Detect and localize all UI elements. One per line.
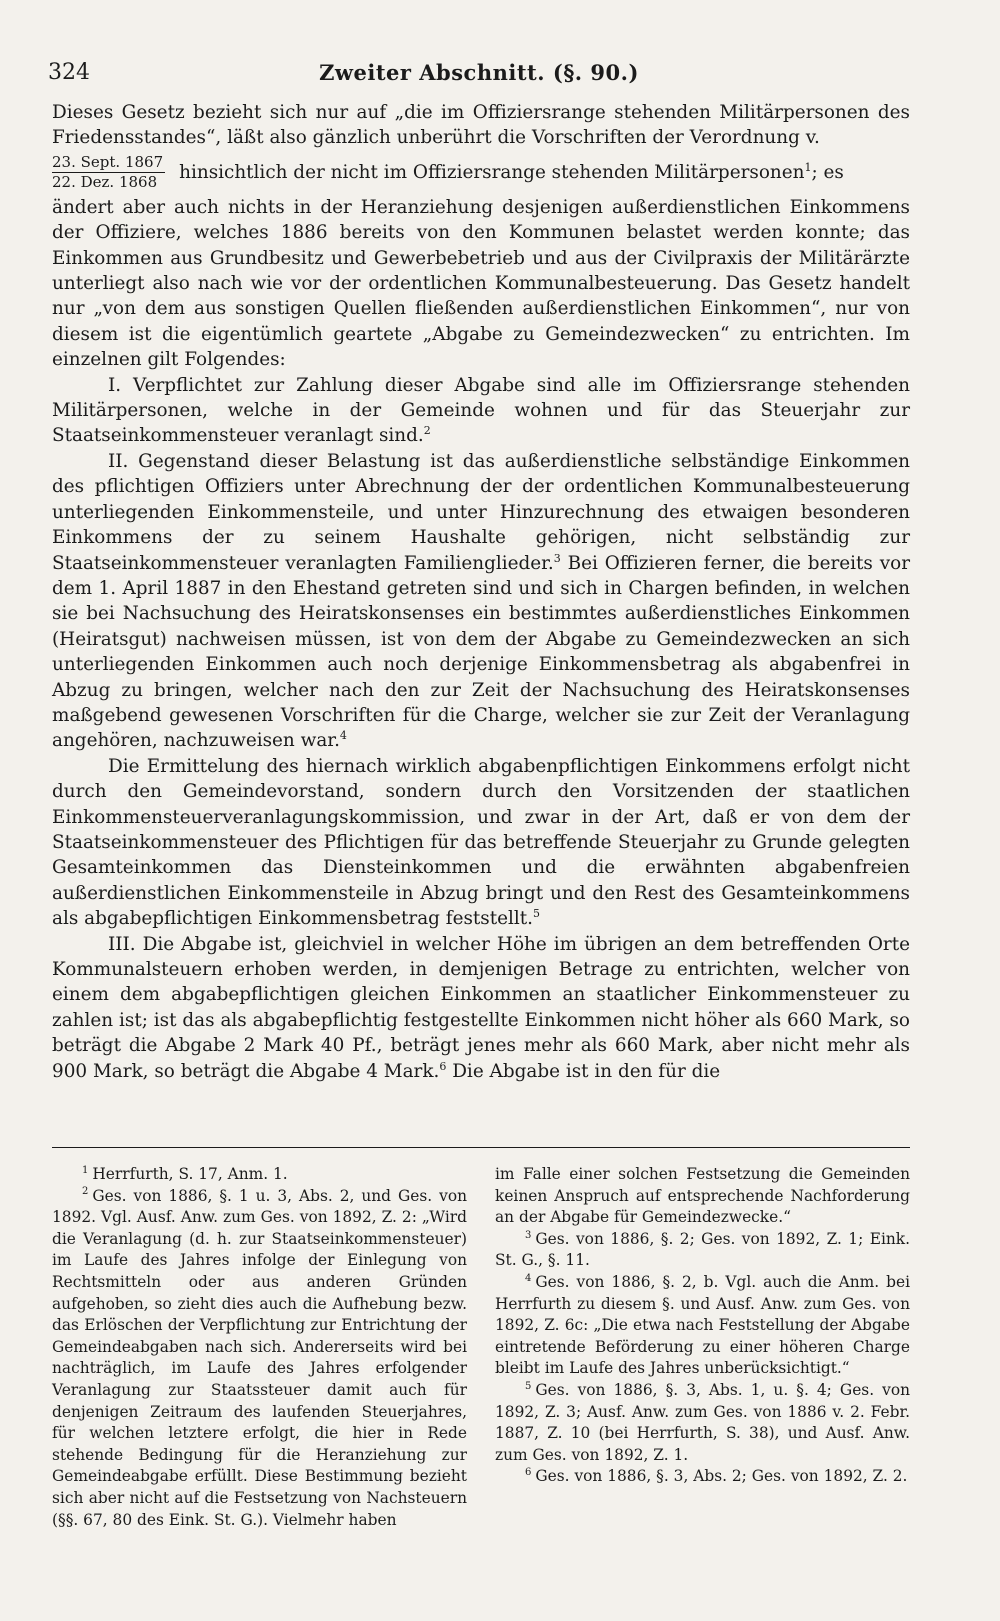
footnotes-right-column xyxy=(495,1164,910,1531)
footnote-1-text: Herrfurth, S. 17, Anm. 1. xyxy=(92,1165,288,1183)
ermittelung-text: Die Ermittelung des hiernach wirklich abgabenpflichtigen Einkommens erfolgt nicht durch den Gemeindevorstand, sondern durch den Vorsitzenden der staatlichen Einkommensteuerveranlagungskommission, und zwar in der Art, daß er von dem der Staatseinkommensteuer des Pflichtigen für das betreffende Steuerjahr zu Grunde gelegten Gesamteinkommen das Diensteinkommen und die erwähnten abgabenfreien außerdienstlichen Einkommensteile in Abzug bringt und den Rest des Gesamteinkommens als abgabepflichtigen Einkommensbetrag feststellt. xyxy=(52,755,910,930)
footnote-1-mark: 1 xyxy=(82,1164,89,1176)
fraction-line-text xyxy=(179,160,910,185)
footnote-ref-2: 2 xyxy=(423,424,431,438)
paragraph-1-text: Dieses Gesetz bezieht sich nur auf „die im Offiziersrange stehenden Militärpersonen des Friedensstandes“, läßt also gänzlich unberührt die Vorschriften der Verordnung v. xyxy=(52,102,910,149)
footnote-5 xyxy=(495,1380,910,1466)
fraction-denominator: 22. Dez. 1868 xyxy=(52,172,158,191)
footnote-ref-3: 3 xyxy=(553,551,561,565)
paragraph-ermittelung xyxy=(52,754,910,932)
fraction-numerator: 23. Sept. 1867 xyxy=(52,152,164,171)
paragraph-section-iii xyxy=(52,932,910,1084)
footnote-ref-6: 6 xyxy=(439,1059,447,1073)
footnote-2 xyxy=(52,1186,467,1532)
footnote-6-mark: 6 xyxy=(525,1467,532,1479)
footnote-3-mark: 3 xyxy=(525,1229,532,1241)
paragraph-section-ii xyxy=(52,449,910,754)
footnote-5-mark: 5 xyxy=(525,1380,532,1392)
footnote-ref-1: 1 xyxy=(804,160,812,174)
paragraph-section-i xyxy=(52,373,910,449)
footnote-2-continued: im Falle einer solchen Festsetzung die Gemeinden keinen Anspruch auf entsprechende Nachforderung an der Abgabe für Gemeindezwecke.“ xyxy=(495,1165,910,1227)
page-number: 324 xyxy=(48,60,90,85)
section-ii-text-a: II. Gegenstand dieser Belastung ist das außerdienstliche selbständige Einkommen des pflichtigen Offiziers unter Abrechnung der der ordentlichen Kommunalbesteuerung unterliegenden Einkommensteile, und unter Hinzurechnung des etwaigen besonderen Einkommens der zu seinem Haushalte gehörigen, nicht selbständig zur Staatseinkommensteuer veranlagten Familienglieder. xyxy=(52,450,910,574)
footnote-2-text: Ges. von 1886, §. 1 u. 3, Abs. 2, und Ges. von 1892. Vgl. Ausf. Anw. zum Ges. von 1892, Z. 2: „Wird die Veranlagung (d. h. zur Staatseinkommensteuer) im Laufe des Jahres infolge der Einlegung von Rechtsmitteln oder aus anderen Gründen aufgehoben, so zieht dies auch die Aufhebung bezw. das Erlöschen der Verpflichtung zur Entrichtung der Gemeindeabgaben nach sich. Andererseits wird bei nachträglich, im Laufe des Jahres erfolgender Veranlagung zur Staatssteuer damit auch für denjenigen Zeitraum des laufenden Steuerjahres, für welchen letztere erfolgt, die hier in Rede stehende Bedingung für die Heranziehung zur Gemeindeabgabe erfüllt. Diese Bestimmung bezieht sich aber nicht auf die Festsetzung von Nachsteuern (§§. 67, 80 des Eink. St. G.). Vielmehr haben xyxy=(52,1186,467,1529)
footnote-6-text: Ges. von 1886, §. 3, Abs. 2; Ges. von 1892, Z. 2. xyxy=(535,1467,908,1486)
section-ii-text-b: Bei Offizieren ferner, die bereits vor dem 1. April 1887 in den Ehestand getreten sind und sich in Chargen befinden, in welchen sie bei Nachsuchung des Heiratskonsenses ein bestimmtes außerdienstliches Einkommen (Heiratsgut) nachweisen müssen, ist von dem der Abgabe zu Gemeindezwecken an sich unterliegenden Einkommen auch noch derjenige Einkommensbetrag als abgabenfrei in Abzug zu bringen, welcher nach den zur Zeit der Nachsuchung des Heiratskonsenses maßgebend gewesenen Vorschriften für die Charge, welcher sie zur Zeit der Veranlagung angehören, nachzuweisen war. xyxy=(52,552,910,752)
paragraph-1 xyxy=(52,100,910,151)
footnote-4-mark: 4 xyxy=(525,1272,532,1284)
main-text xyxy=(52,100,910,1084)
footnote-3-text: Ges. von 1886, §. 2; Ges. von 1892, Z. 1; Eink. St. G., §. 11. xyxy=(495,1229,910,1270)
paragraph-1-continued: ändert aber auch nichts in der Heranziehung desjenigen außerdienstlichen Einkommens der Offiziere, welches 1886 bereits von den Kommunen belastet werden konnte; das Einkommen aus Grundbesitz und Gewerbebetrieb und aus der Civilpraxis der Militärärzte unterliegt also nach wie vor der ordentlichen Kommunalbesteuerung. Das Gesetz handelt nur „von dem aus sonstigen Quellen fließenden außerdienstlichen Einkommen“, nur von diesem ist die eigentümlich geartete „Abgabe zu Gemeindezwecken“ zu entrichten. Im einzelnen gilt Folgendes: xyxy=(52,196,910,371)
footnote-6 xyxy=(495,1466,910,1488)
footnotes xyxy=(52,1164,910,1531)
footnote-ref-5: 5 xyxy=(533,907,541,921)
page-header xyxy=(48,52,910,92)
section-i-text: I. Verpflichtet zur Zahlung dieser Abgabe sind alle im Offiziersrange stehenden Militärpersonen, welche in der Gemeinde wohnen und für das Steuerjahr zur Staatseinkommensteuer veranlagt sind. xyxy=(52,374,910,447)
date-fraction xyxy=(52,154,165,191)
footnote-3 xyxy=(495,1229,910,1272)
footnote-divider xyxy=(52,1147,910,1148)
section-iii-text-b: Die Abgabe ist in den für die xyxy=(446,1060,721,1082)
section-iii-text-a: III. Die Abgabe ist, gleichviel in welcher Höhe im übrigen an dem betreffenden Orte Kommunalsteuern erhoben werden, in demjenigen Betrage zu entrichten, welcher von einem dem abgabepflichtigen gleichen Einkommen an staatlicher Einkommensteuer zu zahlen ist; ist das als abgabepflichtig festgestellte Einkommen nicht höher als 660 Mark, so beträgt die Abgabe 2 Mark 40 Pf., beträgt jenes mehr als 660 Mark, aber nicht mehr als 900 Mark, so beträgt die Abgabe 4 Mark. xyxy=(52,933,910,1082)
footnote-ref-4: 4 xyxy=(339,729,347,743)
footnote-4-text: Ges. von 1886, §. 2, b. Vgl. auch die Anm. bei Herrfurth zu diesem §. und Ausf. Anw. zum Ges. von 1892, Z. 6c: „Die etwa nach Feststellung der Abgabe eintretende Beförderung zu einer höheren Charge bleibt im Laufe des Jahres unberücksichtigt.“ xyxy=(495,1272,910,1378)
footnote-4 xyxy=(495,1272,910,1380)
footnote-5-text: Ges. von 1886, §. 3, Abs. 1, u. §. 4; Ges. von 1892, Z. 3; Ausf. Anw. zum Ges. von 1886 v. 2. Febr. 1887, Z. 10 (bei Herrfurth, S. 38), und Ausf. Anw. zum Ges. von 1892, Z. 1. xyxy=(495,1380,910,1464)
date-fraction-line xyxy=(52,154,910,191)
footnote-1 xyxy=(52,1164,467,1186)
fraction-line-tail: ; es xyxy=(811,161,844,183)
fraction-line-words: hinsichtlich der nicht im Offiziersrange stehenden Militärpersonen xyxy=(179,161,805,183)
footnotes-left-column xyxy=(52,1164,467,1531)
footnote-2-mark: 2 xyxy=(82,1186,89,1198)
running-head: Zweiter Abschnitt. (§. 90.) xyxy=(319,60,639,85)
